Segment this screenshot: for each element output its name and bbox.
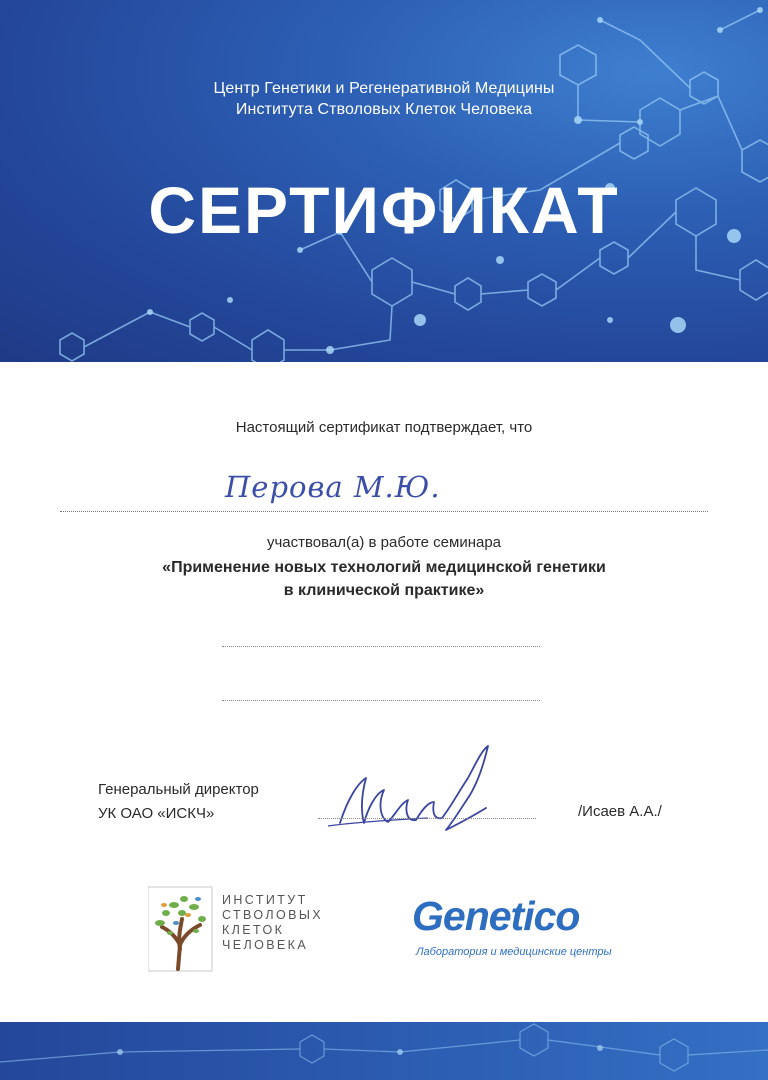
organization-line-2: Института Стволовых Клеток Человека: [235, 101, 533, 118]
blank-dotted-line-1: [222, 646, 540, 647]
genetico-logo: Genetico: [412, 893, 580, 939]
intro-text: Настоящий сертификат подтверждает, что: [235, 419, 533, 436]
signer-name: /Исаев А.А./: [578, 803, 662, 820]
seminar-title: [0, 556, 768, 602]
director-position-line-2: УК ОАО «ИСКЧ»: [98, 805, 215, 822]
institute-line-1: ИНСТИТУТ: [222, 893, 308, 907]
seminar-title-line-1: «Применение новых технологий медицинской генетики: [162, 559, 606, 576]
director-signature: [318, 738, 508, 848]
institute-line-2: СТВОЛОВЫХ: [222, 908, 324, 922]
director-title: [98, 778, 259, 826]
signature-line: [318, 818, 536, 819]
certificate-title: СЕРТИФИКАТ: [148, 173, 620, 247]
recipient-name-handwritten: Перова М.Ю.: [225, 470, 441, 504]
participation-text: участвовал(а) в работе семинара: [266, 534, 502, 551]
institute-logo-text: [222, 893, 323, 953]
recipient-name-line: [60, 511, 708, 512]
institute-line-4: ЧЕЛОВЕКА: [222, 938, 309, 952]
certificate-footer: [0, 1022, 768, 1080]
certificate-header: [0, 0, 768, 362]
genetico-tagline: Лаборатория и медицинские центры: [416, 946, 612, 958]
director-position-line-1: Генеральный директор: [98, 781, 259, 798]
institute-line-3: КЛЕТОК: [222, 923, 285, 937]
organization-line-1: Центр Генетики и Регенеративной Медицины: [213, 80, 555, 97]
seminar-title-line-2: в клинической практике»: [283, 582, 485, 599]
blank-dotted-line-2: [222, 700, 540, 701]
footer-molecule-decoration: [0, 1022, 768, 1080]
